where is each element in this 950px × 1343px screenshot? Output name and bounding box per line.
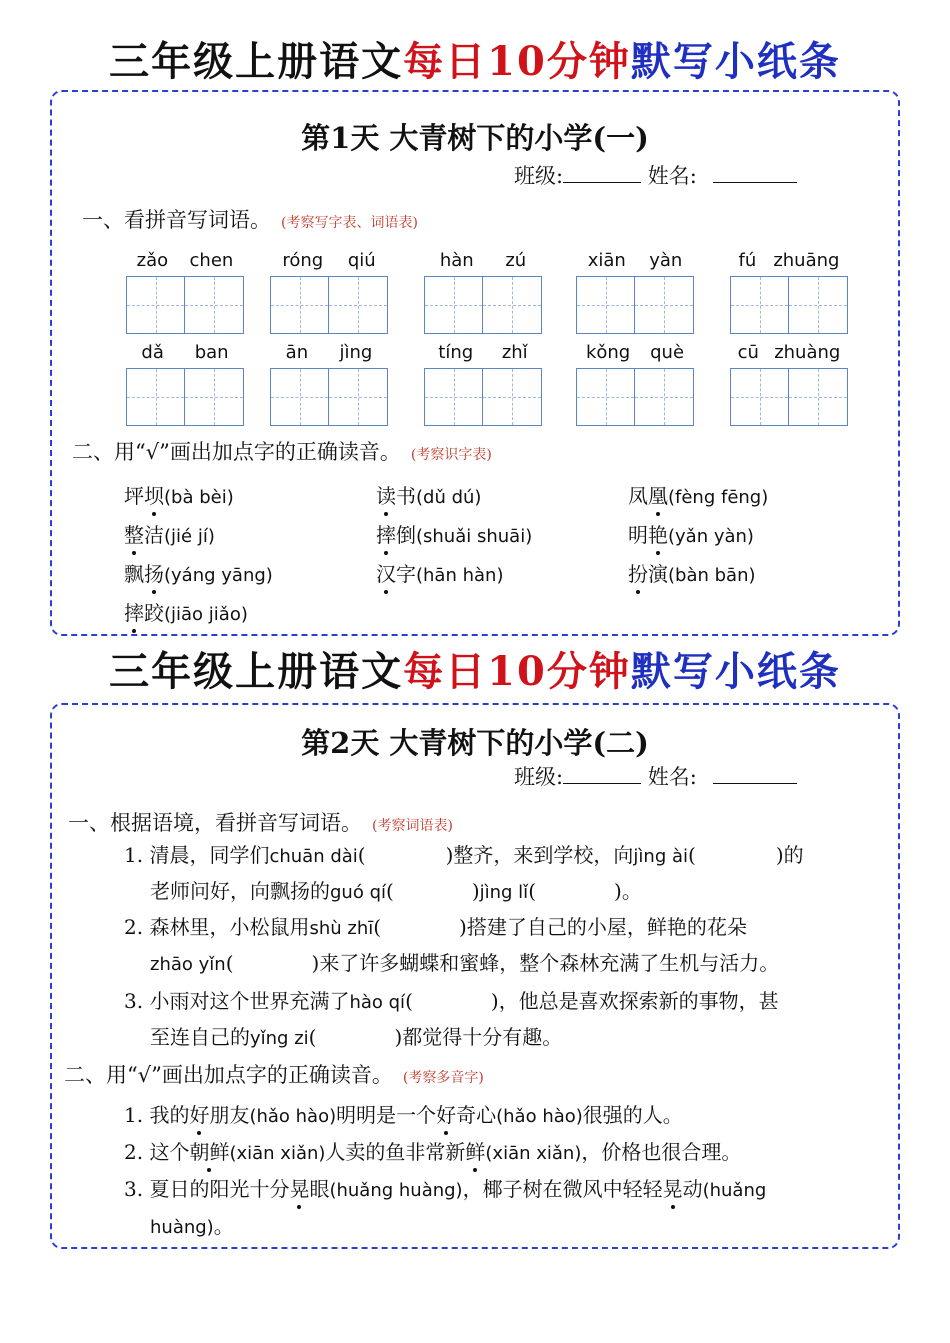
writing-box[interactable]	[789, 368, 848, 426]
pinyin-syllable: jìng	[339, 342, 373, 363]
pinyin-syllable: ban	[194, 342, 229, 363]
pinyin-syllable: zhuāng	[773, 250, 840, 271]
writing-boxes[interactable]	[270, 368, 388, 426]
reading-choice[interactable]: 飘扬(yáng yāng)	[124, 562, 273, 586]
day1-class-name-line	[514, 160, 797, 190]
pinyin-label	[270, 342, 388, 364]
pinyin-grid-item	[270, 250, 388, 334]
context-line-1: 1. 清晨，同学们chuān dài( )整齐，来到学校，向jìng ài( )的	[124, 843, 804, 867]
writing-boxes[interactable]	[730, 276, 848, 334]
context-line-5: 3. 小雨对这个世界充满了hào qí( )，他总是喜欢探索新的事物，甚	[124, 989, 779, 1013]
dotted-char: 晃	[289, 1177, 310, 1201]
dotted-char: 坝	[144, 484, 164, 508]
dotted-char: 好	[189, 1103, 210, 1127]
answer-blank[interactable]: ( )	[386, 879, 480, 903]
dotted-char: 摔	[376, 523, 396, 547]
pinyin-prompt: jìng ài	[633, 846, 689, 867]
title-blue-part: 默写小纸条	[630, 38, 841, 85]
pinyin-options[interactable]: (yáng yāng)	[164, 565, 273, 586]
pinyin-syllable: hàn	[439, 250, 474, 271]
pinyin-syllable: xiān	[587, 250, 626, 271]
sheet-title-2	[0, 648, 950, 695]
section-note: (考察多音字)	[402, 1070, 484, 1086]
polyphone-line-3: 3. 夏日的阳光十分晃眼(huǎng huàng)，椰子树在微风中轻轻晃动(huǎng	[124, 1177, 767, 1201]
pinyin-options[interactable]: (huǎng	[702, 1180, 767, 1201]
dotted-char: 汉	[376, 562, 396, 586]
day1-card	[50, 90, 900, 636]
reading-choice[interactable]: 摔跤(jiāo jiǎo)	[124, 601, 248, 625]
writing-box[interactable]	[270, 276, 329, 334]
dotted-char: 晃	[662, 1177, 683, 1201]
pinyin-options[interactable]: (hǎo hào)	[249, 1106, 337, 1127]
name-blank[interactable]	[713, 764, 797, 784]
writing-box[interactable]	[270, 368, 329, 426]
pinyin-options[interactable]: (huǎng huàng)	[329, 1180, 463, 1201]
pinyin-options[interactable]: (xiān xiǎn)	[229, 1143, 326, 1164]
section-heading-text: 一、根据语境，看拼音写词语。	[68, 811, 362, 835]
context-line-6: 至连自己的yǐng zi( )都觉得十分有趣。	[150, 1025, 563, 1049]
sheet-title-1	[0, 38, 950, 85]
pinyin-options[interactable]: (hǎo hào)	[496, 1106, 583, 1127]
writing-box[interactable]	[576, 276, 635, 334]
pinyin-prompt: yǐng zi	[250, 1028, 309, 1049]
day1-section1-heading	[82, 204, 418, 234]
context-line-3: 2. 森林里，小松鼠用shù zhī( )搭建了自己的小屋，鲜艳的花朵	[124, 915, 747, 939]
dotted-char: 好	[436, 1103, 457, 1127]
context-line-2: 老师问好，向飘扬的guó qí( )jìng lǐ( )。	[150, 879, 642, 903]
context-line-4: zhāo yǐn( )来了许多蝴蝶和蜜蜂，整个森林充满了生机与活力。	[150, 951, 780, 975]
pinyin-syllable: ān	[285, 342, 309, 363]
pinyin-grid-item	[730, 250, 848, 334]
pinyin-label	[576, 250, 694, 272]
reading-choice[interactable]: 汉字(hān hàn)	[376, 562, 504, 586]
writing-box[interactable]	[576, 368, 635, 426]
day2-card	[50, 703, 900, 1249]
pinyin-syllable: róng	[282, 250, 324, 271]
reading-choice[interactable]: 读书(dǔ dú)	[376, 484, 482, 508]
pinyin-options[interactable]: (dǔ dú)	[416, 487, 482, 508]
pinyin-prompt: chuān dài	[269, 846, 358, 867]
dotted-char: 摔	[124, 601, 144, 625]
day2-section1-heading	[68, 807, 453, 837]
title-red-part: 每日10分钟	[403, 38, 631, 85]
writing-box[interactable]	[126, 368, 185, 426]
section-note: (考察写字表、词语表)	[281, 215, 418, 231]
pinyin-label	[126, 250, 244, 272]
class-label: 班级:	[514, 164, 564, 188]
dotted-char: 凰	[648, 484, 668, 508]
title-black-part: 三年级上册语文	[109, 38, 404, 85]
pinyin-syllable: dǎ	[141, 342, 164, 363]
writing-boxes[interactable]	[126, 368, 244, 426]
pinyin-syllable: zú	[505, 250, 527, 271]
pinyin-syllable: yàn	[649, 250, 683, 271]
reading-choice[interactable]: 整洁(jié jí)	[124, 523, 215, 547]
writing-box[interactable]	[424, 368, 483, 426]
writing-box[interactable]	[789, 276, 848, 334]
writing-box[interactable]	[185, 368, 244, 426]
day1-section2-heading	[72, 436, 492, 466]
writing-box[interactable]	[730, 276, 789, 334]
writing-box[interactable]	[483, 368, 542, 426]
answer-blank[interactable]: ( )	[405, 989, 499, 1013]
pinyin-label	[126, 342, 244, 364]
answer-blank[interactable]: ( )	[225, 951, 320, 975]
pinyin-syllable: chen	[189, 250, 234, 271]
answer-blank[interactable]: ( )	[688, 843, 784, 867]
writing-boxes[interactable]	[126, 276, 244, 334]
pinyin-grid-item	[576, 342, 694, 426]
writing-box[interactable]	[483, 276, 542, 334]
dotted-char: 整	[124, 523, 144, 547]
polyphone-line-1: 1. 我的好朋友(hǎo hào)明明是一个好奇心(hǎo hào)很强的人。	[124, 1103, 683, 1127]
title-black-part: 三年级上册语文	[109, 648, 404, 695]
class-blank[interactable]	[563, 764, 641, 784]
polyphone-line-4: huàng)。	[150, 1214, 234, 1238]
pinyin-syllable: fú	[738, 250, 757, 271]
pinyin-prompt: shù zhī	[309, 918, 374, 939]
polyphone-line-2: 2. 这个朝鲜(xiān xiǎn)人卖的鱼非常新鲜(xiān xiǎn)，价格也很合理。	[124, 1140, 742, 1164]
writing-boxes[interactable]	[424, 276, 542, 334]
writing-box[interactable]	[126, 276, 185, 334]
pinyin-syllable: què	[650, 342, 685, 363]
writing-boxes[interactable]	[576, 276, 694, 334]
writing-boxes[interactable]	[576, 368, 694, 426]
pinyin-grid-item	[424, 250, 542, 334]
pinyin-options[interactable]: (hān hàn)	[416, 565, 504, 586]
pinyin-label	[730, 250, 848, 272]
reading-choice[interactable]: 摔倒(shuǎi shuāi)	[376, 523, 533, 547]
pinyin-label	[730, 342, 848, 364]
pinyin-syllable: kǒng	[585, 342, 631, 363]
pinyin-grid-item	[576, 250, 694, 334]
title-blue-part: 默写小纸条	[630, 648, 841, 695]
answer-blank[interactable]: ( )	[373, 915, 467, 939]
day1-title: 第1天 大青树下的小学(一)	[301, 121, 649, 155]
writing-boxes[interactable]	[270, 276, 388, 334]
dotted-char: 艳	[648, 523, 668, 547]
section-heading-text: 一、看拼音写词语。	[82, 208, 271, 232]
writing-box[interactable]	[185, 276, 244, 334]
pinyin-grid-item	[270, 342, 388, 426]
title-red-part: 每日10分钟	[403, 648, 631, 695]
dotted-char: 读	[376, 484, 396, 508]
answer-blank[interactable]: ( )	[357, 843, 454, 867]
pinyin-options[interactable]: (shuǎi shuāi)	[416, 526, 533, 547]
writing-box[interactable]	[424, 276, 483, 334]
day2-class-name-line	[514, 761, 797, 791]
pinyin-syllable: tíng	[438, 342, 474, 363]
writing-boxes[interactable]	[424, 368, 542, 426]
pinyin-options[interactable]: huàng)	[150, 1217, 214, 1238]
pinyin-options[interactable]: (jié jí)	[164, 526, 215, 547]
day2-section2-heading	[64, 1059, 484, 1089]
pinyin-grid-item	[126, 250, 244, 334]
pinyin-label	[270, 250, 388, 272]
class-label: 班级:	[514, 765, 564, 789]
dotted-char: 扮	[628, 562, 648, 586]
pinyin-options[interactable]: (fèng fēng)	[668, 487, 769, 508]
pinyin-prompt: zhāo yǐn	[150, 954, 226, 975]
dotted-char: 扬	[144, 562, 164, 586]
pinyin-options[interactable]: (yǎn yàn)	[668, 526, 754, 547]
pinyin-options[interactable]: (jiāo jiǎo)	[164, 604, 248, 625]
reading-choice[interactable]: 凤凰(fèng fēng)	[628, 484, 769, 508]
pinyin-syllable: qiú	[347, 250, 376, 271]
name-blank[interactable]	[713, 163, 797, 183]
dotted-char: 鲜	[465, 1140, 486, 1164]
pinyin-syllable: cū	[737, 342, 759, 363]
pinyin-grid-item	[126, 342, 244, 426]
pinyin-options[interactable]: (bà bèi)	[164, 487, 234, 508]
section-note: (考察识字表)	[410, 447, 492, 463]
writing-box[interactable]	[329, 276, 388, 334]
answer-blank[interactable]: ( )	[308, 1025, 403, 1049]
writing-box[interactable]	[730, 368, 789, 426]
writing-box[interactable]	[635, 276, 694, 334]
section-note: (考察词语表)	[372, 818, 453, 834]
section-heading-text: 二、用“√”画出加点字的正确读音。	[64, 1063, 393, 1087]
pinyin-options[interactable]: (bàn bān)	[668, 565, 756, 586]
answer-blank[interactable]: ( )	[528, 879, 622, 903]
pinyin-label	[424, 250, 542, 272]
pinyin-options[interactable]: (xiān xiǎn)	[485, 1143, 582, 1164]
pinyin-prompt: guó qí	[330, 882, 386, 903]
dotted-char: 朝鲜	[189, 1140, 230, 1164]
pinyin-prompt: jìng lǐ	[479, 882, 529, 903]
name-label: 姓名:	[647, 164, 697, 188]
writing-box[interactable]	[329, 368, 388, 426]
day2-title: 第2天 大青树下的小学(二)	[301, 726, 649, 760]
reading-choice[interactable]: 扮演(bàn bān)	[628, 562, 756, 586]
pinyin-label	[576, 342, 694, 364]
section-heading-text: 二、用“√”画出加点字的正确读音。	[72, 440, 401, 464]
writing-boxes[interactable]	[730, 368, 848, 426]
pinyin-syllable: zǎo	[136, 250, 169, 271]
pinyin-prompt: hào qí	[349, 992, 406, 1013]
pinyin-grid-item	[424, 342, 542, 426]
class-blank[interactable]	[563, 163, 641, 183]
name-label: 姓名:	[647, 765, 697, 789]
pinyin-syllable: zhǐ	[501, 342, 528, 363]
pinyin-syllable: zhuàng	[774, 342, 841, 363]
reading-choice[interactable]: 坪坝(bà bèi)	[124, 484, 234, 508]
writing-box[interactable]	[635, 368, 694, 426]
reading-choice[interactable]: 明艳(yǎn yàn)	[628, 523, 754, 547]
pinyin-label	[424, 342, 542, 364]
pinyin-grid-item	[730, 342, 848, 426]
